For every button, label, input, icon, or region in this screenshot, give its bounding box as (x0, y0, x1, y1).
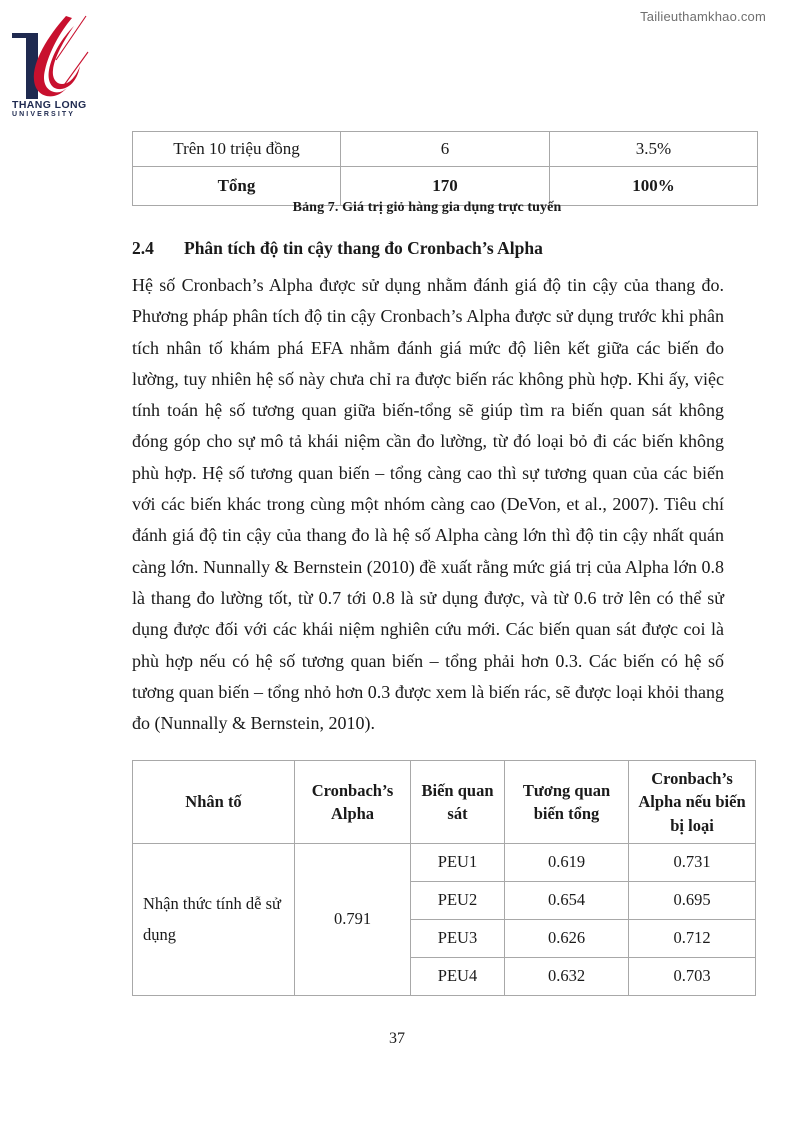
cart-total-label: Tổng (133, 167, 341, 206)
item-code: PEU3 (411, 920, 505, 958)
item-code: PEU4 (411, 958, 505, 996)
table-row (133, 844, 756, 882)
cronbach-alpha-table (132, 760, 756, 996)
column-header-item: Biến quan sát (411, 761, 505, 844)
column-header-alpha-if-deleted: Cronbach’s Alpha nếu biến bị loại (629, 761, 756, 844)
body-paragraph (132, 270, 724, 739)
logo-line1: THANG LONG (12, 99, 87, 111)
cart-total-count: 170 (341, 167, 550, 206)
table-header-row (133, 761, 756, 844)
item-correlation: 0.632 (505, 958, 629, 996)
item-alpha-if-deleted: 0.731 (629, 844, 756, 882)
section-title: Phân tích độ tin cậy thang đo Cronbach’s Alpha (184, 238, 543, 258)
item-alpha-if-deleted: 0.712 (629, 920, 756, 958)
cart-row-label: Trên 10 triệu đồng (133, 132, 341, 167)
item-correlation: 0.654 (505, 882, 629, 920)
factor-name: Nhận thức tính dễ sử dụng (133, 844, 295, 996)
page-number: 37 (389, 1030, 405, 1047)
column-header-correlation: Tương quan biến tổng (505, 761, 629, 844)
cart-value-table (132, 131, 758, 206)
thang-long-university-logo (8, 14, 104, 118)
cart-row-count: 6 (341, 132, 550, 167)
table-row (133, 132, 758, 167)
item-alpha-if-deleted: 0.695 (629, 882, 756, 920)
paragraph-text: Hệ số Cronbach’s Alpha được sử dụng nhằm đánh giá độ tin cậy của thang đo. Phương pháp phân tích độ tin cậy Cronbach’s Alpha được sử dụng trước khi phân tích nhân tố khám phá EFA nhằm đánh giá mức độ liên kết giữa các biến đo lường, tuy nhiên hệ số này chưa chỉ ra được biến rác không phù hợp. Khi ấy, việc tính toán hệ số tương quan giữa biến-tổng sẽ giúp tìm ra biến quan sát không đóng góp cho sự mô tả khái niệm cần đo lường, từ đó loại bỏ đi các biến không phù hợp. Hệ số tương quan biến – tổng càng cao thì sự tương quan của các biến với các biến khác trong cùng một nhóm càng cao (DeVon, et al., 2007). Tiêu chí đánh giá độ tin cậy của thang đo là hệ số Alpha càng lớn thì độ tin cậy nhất quán càng lớn. Nunnally & Bernstein (2010) đề xuất rằng mức giá trị của Alpha lớn 0.8 là thang đo lường tốt, từ 0.7 tới 0.8 là sử dụng được, và từ 0.6 trở lên có thể sử dụng được đối với các khái niệm nghiên cứu mới. Các biến quan sát được coi là phù hợp nếu có hệ số tương quan biến – tổng phải hơn 0.3. Các biến có hệ số tương quan biến – tổng nhỏ hơn 0.3 được xem là biến rác, sẽ được loại khỏi thang đo (Nunnally & Bernstein, 2010). (132, 275, 724, 734)
column-header-factor: Nhân tố (133, 761, 295, 844)
cart-row-percent: 3.5% (550, 132, 758, 167)
column-header-alpha: Cronbach’s Alpha (295, 761, 411, 844)
item-code: PEU2 (411, 882, 505, 920)
factor-alpha-value: 0.791 (295, 844, 411, 996)
item-code: PEU1 (411, 844, 505, 882)
table-caption: Bảng 7. Giá trị giỏ hàng gia dụng trực tuyến (292, 200, 562, 215)
section-number: 2.4 (132, 238, 154, 258)
item-alpha-if-deleted: 0.703 (629, 958, 756, 996)
item-correlation: 0.626 (505, 920, 629, 958)
cart-total-percent: 100% (550, 167, 758, 206)
watermark-text: Tailieuthamkhao.com (640, 9, 766, 24)
item-correlation: 0.619 (505, 844, 629, 882)
logo-line2: UNIVERSITY (12, 111, 76, 118)
section-heading (132, 238, 722, 259)
